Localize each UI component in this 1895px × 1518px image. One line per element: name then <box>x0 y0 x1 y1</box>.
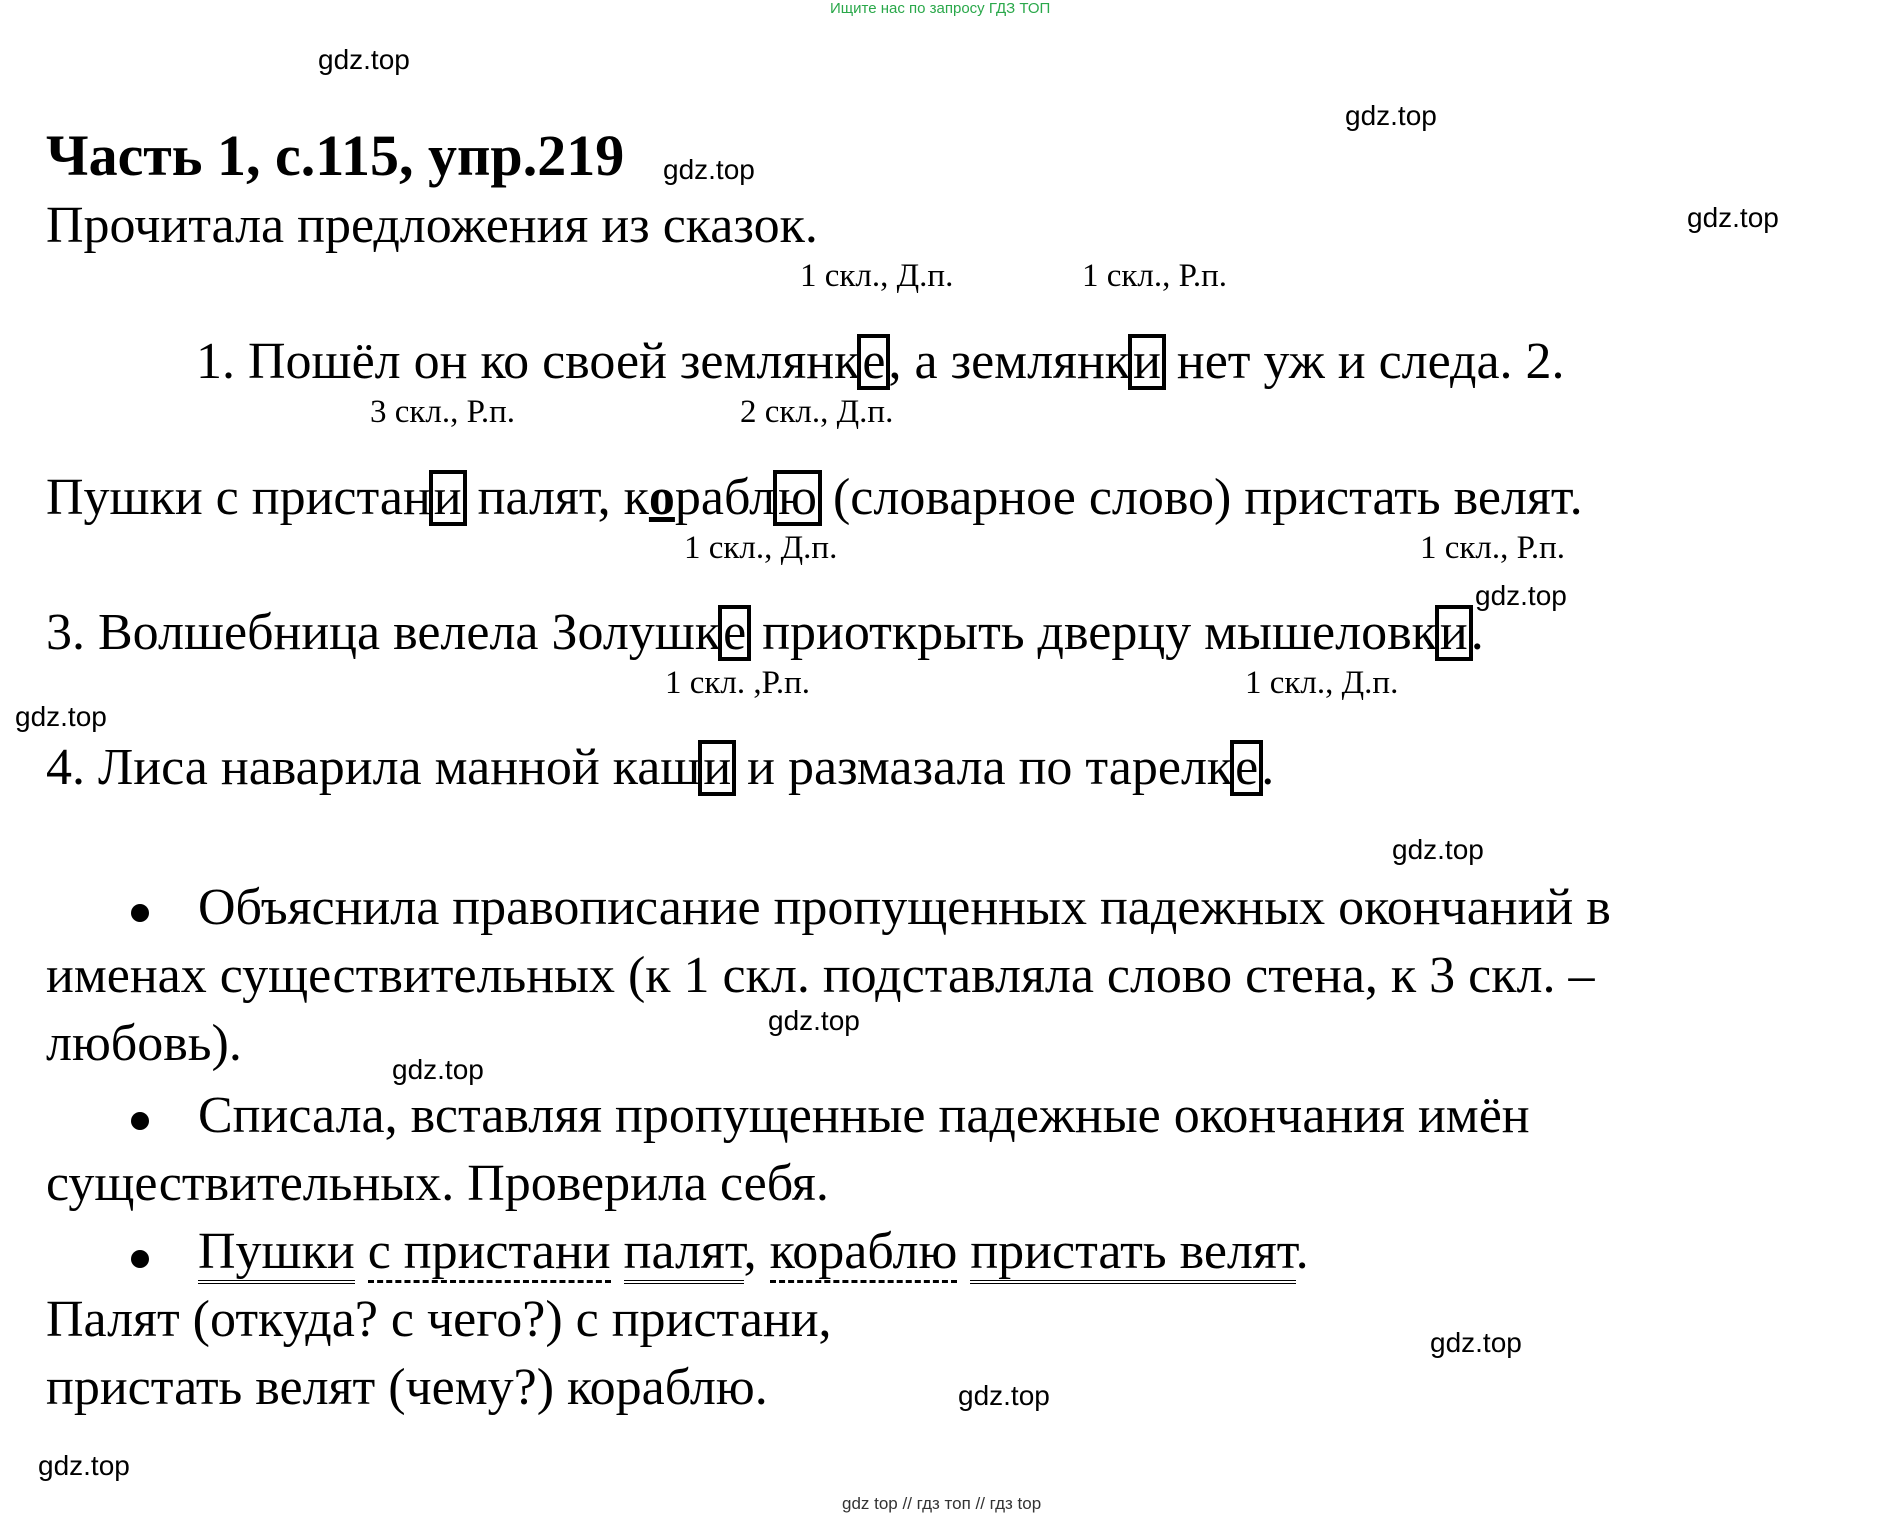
watermark: gdz.top <box>1392 834 1484 865</box>
ending-box: и <box>429 470 467 526</box>
ending-box: ю <box>773 470 822 526</box>
search-banner: Ищите нас по запросу ГДЗ ТОП <box>830 0 1051 17</box>
bullet-1-line-2: именах существительных (к 1 скл. подставляла слово стена, к 3 скл. – <box>46 947 1595 1004</box>
predicate-word: палят <box>624 1223 744 1284</box>
bullet-icon <box>131 1250 149 1268</box>
ending-box: е <box>1230 740 1263 796</box>
case-note: 2 скл., Д.п. <box>740 394 894 430</box>
watermark: gdz.top <box>38 1450 130 1481</box>
sentence-3: 3. Волшебница велела Золушке приоткрыть дверцу мышеловки. <box>46 604 1484 661</box>
footer-links: gdz top // гдз топ // гдз top <box>842 1494 1042 1513</box>
answer-line-1: Палят (откуда? с чего?) с пристани, <box>46 1291 832 1348</box>
bullet-1-line-3: любовь). <box>46 1015 242 1072</box>
ending-box: и <box>698 740 736 796</box>
bullet-3-sentence: Пушки с пристани палят, кораблю пристать велят. <box>198 1222 1309 1281</box>
adverbial-phrase: с пристани <box>368 1223 611 1283</box>
bullet-icon <box>131 1112 149 1130</box>
sentence-2: Пушки с пристани палят, кораблю (словарное слово) пристать велят. <box>46 469 1583 526</box>
sentence-4: 4. Лиса наварила манной каши и размазала по тарелке. <box>46 739 1275 796</box>
case-note: 1 скл. ,Р.п. <box>665 665 811 701</box>
subject-word: Пушки <box>198 1223 355 1284</box>
case-note: 1 скл., Р.п. <box>1420 530 1566 566</box>
case-note: 1 скл., Д.п. <box>1245 665 1399 701</box>
sentence-1: 1. Пошёл он ко своей землянке, а землянки нет уж и следа. 2. <box>196 333 1565 390</box>
vocabulary-vowel: о <box>648 469 675 526</box>
bullet-2-line-1: Списала, вставляя пропущенные падежные окончания имён <box>198 1087 1530 1144</box>
page-title: Часть 1, с.115, упр.219 <box>46 123 625 188</box>
watermark: gdz.top <box>768 1005 860 1036</box>
ending-box: и <box>1128 334 1166 390</box>
ending-box: и <box>1435 605 1473 661</box>
answer-line-2: пристать велят (чему?) кораблю. <box>46 1359 768 1416</box>
case-note: 1 скл., Р.п. <box>1082 258 1228 294</box>
ending-box: е <box>718 605 751 661</box>
case-note: 3 скл., Р.п. <box>370 394 516 430</box>
case-note: 1 скл., Д.п. <box>684 530 838 566</box>
watermark: gdz.top <box>663 154 755 185</box>
watermark: gdz.top <box>1430 1327 1522 1358</box>
bullet-2-line-2: существительных. Проверила себя. <box>46 1155 829 1212</box>
watermark: gdz.top <box>1475 580 1567 611</box>
watermark: gdz.top <box>1687 202 1779 233</box>
watermark: gdz.top <box>958 1380 1050 1411</box>
watermark: gdz.top <box>318 44 410 75</box>
bullet-icon <box>131 904 149 922</box>
ending-box: е <box>857 334 890 390</box>
watermark: gdz.top <box>1345 100 1437 131</box>
watermark: gdz.top <box>392 1054 484 1085</box>
predicate-phrase: пристать велят <box>970 1223 1295 1284</box>
object-word: кораблю <box>770 1223 958 1283</box>
intro-text: Прочитала предложения из сказок. <box>46 197 818 254</box>
case-note: 1 скл., Д.п. <box>800 258 954 294</box>
watermark: gdz.top <box>15 701 107 732</box>
bullet-1-line-1: Объяснила правописание пропущенных падежных окончаний в <box>198 879 1611 936</box>
